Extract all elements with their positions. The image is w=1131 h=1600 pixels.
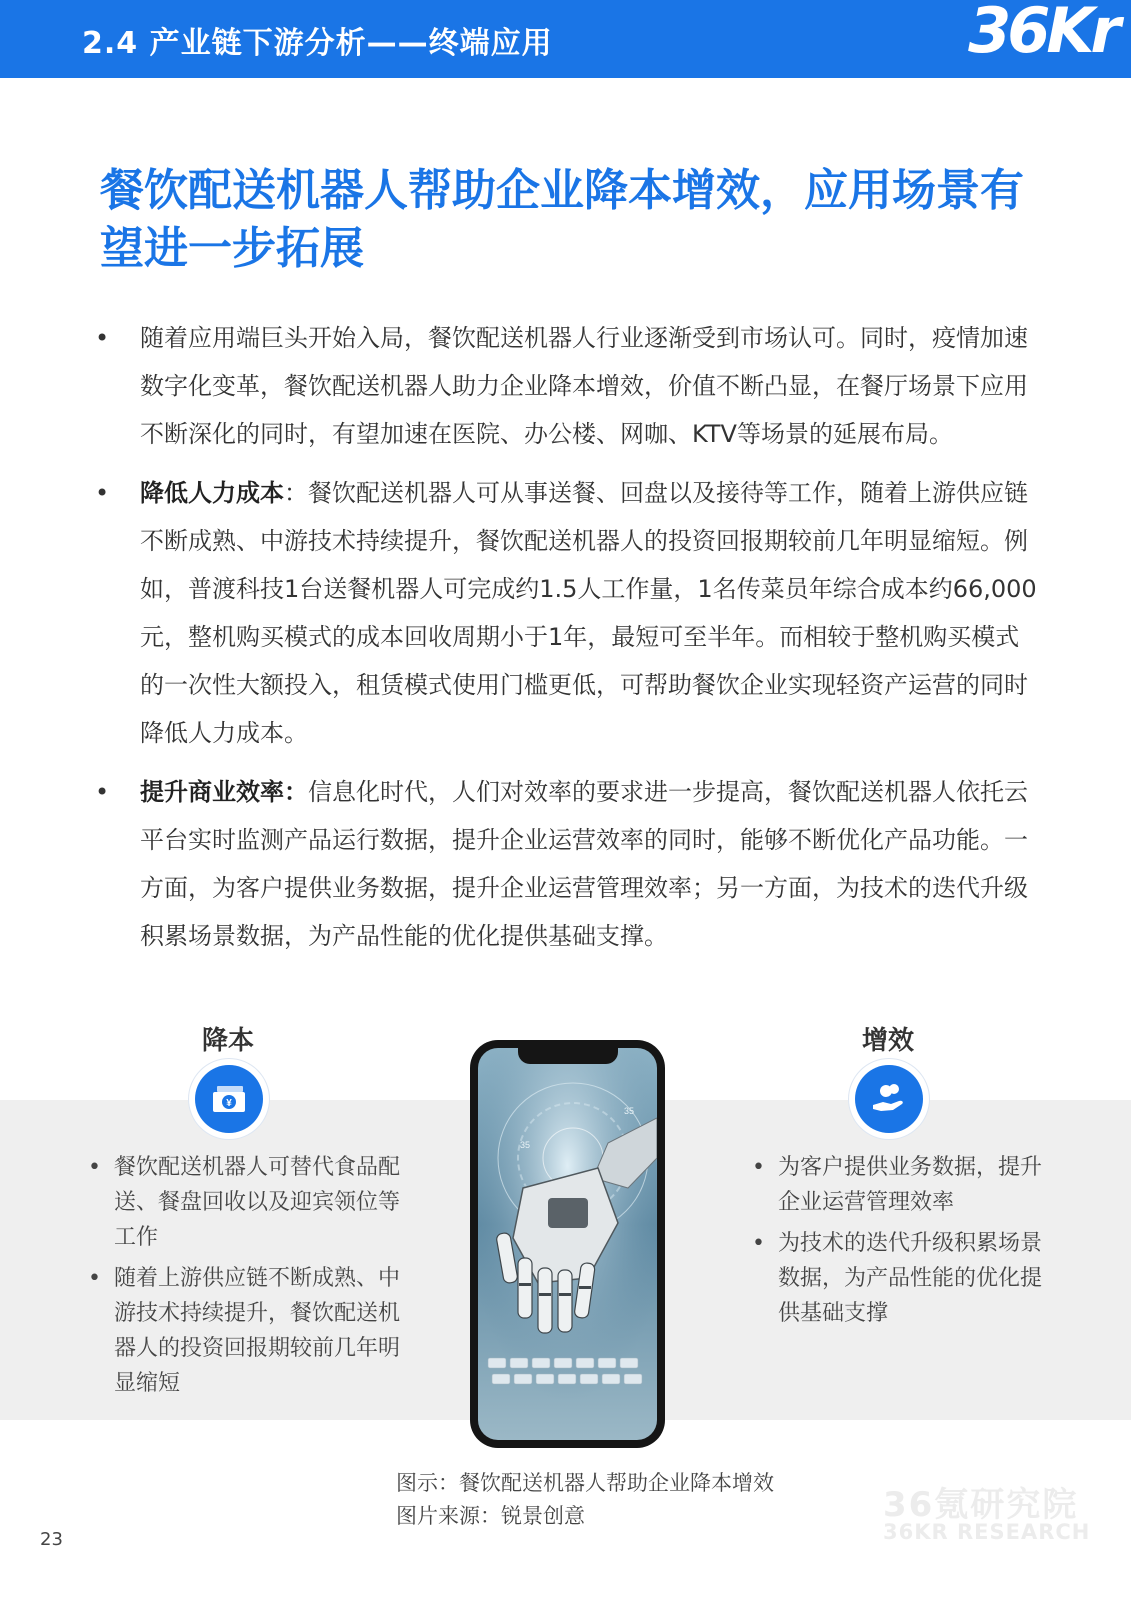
- figure-caption: [396, 1467, 774, 1533]
- robot-hand-image: [478, 1048, 657, 1440]
- watermark-cn: 36氪研究院: [883, 1485, 1079, 1525]
- right-list-item: [752, 1226, 1052, 1331]
- bullet-item: [95, 314, 1040, 458]
- right-list: [752, 1150, 1052, 1337]
- bullet-item: [95, 469, 1040, 757]
- hud-label: 35: [624, 1106, 635, 1116]
- bullet-item: [95, 768, 1040, 960]
- page-number: 23: [40, 1529, 63, 1550]
- bullet-dot: •: [95, 479, 110, 507]
- page-title: 餐饮配送机器人帮助企业降本增效，应用场景有望进一步拓展: [100, 165, 1024, 274]
- bullet-dot: •: [95, 778, 110, 806]
- bullet-dot: •: [752, 1155, 765, 1180]
- bullet-dot: •: [95, 324, 110, 352]
- left-item-text: 餐饮配送机器人可替代食品配送、餐盘回收以及迎宾领位等工作: [114, 1155, 401, 1250]
- bullet-dot: •: [88, 1155, 101, 1180]
- brand-logo: 36Kr: [968, 0, 1117, 67]
- left-list: [88, 1150, 408, 1407]
- right-item-text: 为客户提供业务数据，提升企业运营管理效率: [778, 1155, 1043, 1215]
- right-item-text: 为技术的迭代升级积累场景数据，为产品性能的优化提供基础支撑: [778, 1231, 1043, 1326]
- right-column-title: 增效: [862, 1026, 915, 1056]
- bullet-text: 信息化时代，人们对效率的要求进一步提高，餐饮配送机器人依托云平台实时监测产品运行数据，提升企业运营效率的同时，能够不断优化产品功能。一方面，为客户提供业务数据，提升企业运营管理效率；另一方面，为技术的迭代升级积累场景数据，为产品性能的优化提供基础支撑。: [140, 778, 1028, 950]
- right-list-item: [752, 1150, 1052, 1220]
- bullet-list: [95, 314, 1040, 971]
- left-list-item: [88, 1150, 408, 1255]
- bullet-text: 随着应用端巨头开始入局，餐饮配送机器人行业逐渐受到市场认可。同时，疫情加速数字化变革，餐饮配送机器人助力企业降本增效，价值不断凸显，在餐厅场景下应用不断深化的同时，有望加速在医院、办公楼、网咖、KTV等场景的延展布局。: [140, 324, 1028, 448]
- watermark-en: 36KR RESEARCH: [883, 1520, 1091, 1544]
- section-title: 2.4 产业链下游分析——终端应用: [82, 26, 553, 61]
- caption-source: 图片来源：锐景创意: [396, 1504, 585, 1528]
- left-column-title: 降本: [202, 1026, 255, 1056]
- svg-text:¥: ¥: [226, 1098, 232, 1109]
- left-list-item: [88, 1261, 408, 1401]
- money-yuan-icon: [195, 1065, 263, 1133]
- phone-notch: [518, 1048, 618, 1064]
- bullet-text: ：餐饮配送机器人可从事送餐、回盘以及接待等工作，随着上游供应链不断成熟、中游技术持续提升，餐饮配送机器人的投资回报期较前几年明显缩短。例如，普渡科技1台送餐机器人可完成约1.5人工作量，1名传菜员年综合成本约66,000元，整机购买模式的成本回收周期小于1年，最短可至半年。而相较于整机购买模式的一次性大额投入，租赁模式使用门槛更低，可帮助餐饮企业实现轻资产运营的同时降低人力成本。: [140, 479, 1037, 747]
- bullet-bold: 提升商业效率：: [140, 778, 308, 806]
- left-item-text: 随着上游供应链不断成熟、中游技术持续提升，餐饮配送机器人的投资回报期较前几年明显缩短: [114, 1266, 401, 1396]
- hud-label: 35: [520, 1140, 531, 1150]
- hand-coins-icon: [855, 1065, 923, 1133]
- bullet-dot: •: [88, 1266, 101, 1291]
- caption-line: 图示：餐饮配送机器人帮助企业降本增效: [396, 1471, 774, 1495]
- bullet-dot: •: [752, 1231, 765, 1256]
- bullet-bold: 降低人力成本: [140, 479, 284, 507]
- header-bar: [0, 0, 1131, 78]
